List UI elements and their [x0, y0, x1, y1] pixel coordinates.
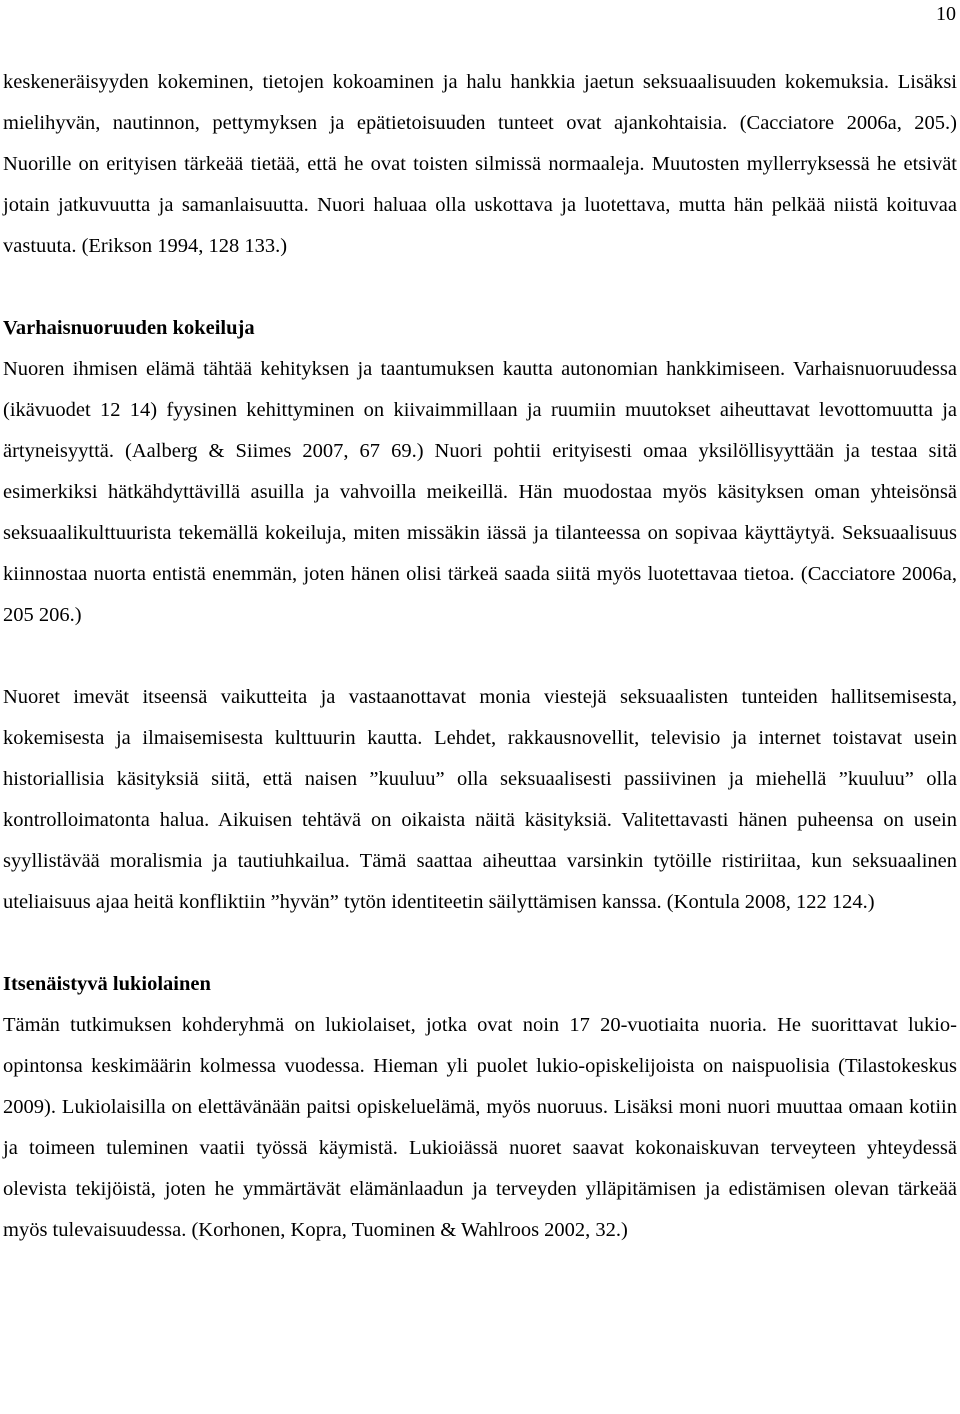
paragraph-intro-continuation: keskeneräisyyden kokeminen, tietojen kokoaminen ja halu hankkia jaetun seksuaalisuuden kokemuksia. Lisäksi mielihyvän, nautinnon, pettymyksen ja epätietoisuuden tunteet ovat ajankohtaisia. (Cacciatore 2006a, 205.) Nuorille on erityisen tärkeää tietää, että he ovat toisten silmissä normaaleja. Muutosten myllerryksessä he etsivät jotain jatkuvuutta ja samanlaisuutta. Nuori haluaa olla uskottava ja luotettava, mutta hän pelkää niistä koituvaa vastuuta. (Erikson 1994, 128 133.)	[3, 71, 957, 257]
section-heading-lukiolainen: Itsenäistyvä lukiolainen	[3, 973, 211, 995]
document-body	[3, 62, 957, 1251]
section-heading-varhaisnuoruus: Varhaisnuoruuden kokeiluja	[3, 317, 255, 339]
paragraph-lukiolainen-1: Tämän tutkimuksen kohderyhmä on lukiolaiset, jotka ovat noin 17 20-vuotiaita nuoria. He suorittavat lukio-opintonsa keskimäärin kolmessa vuodessa. Hieman yli puolet lukio-opiskelijoista on naispuolisia (Tilastokeskus 2009). Lukiolaisilla on elettävänään paitsi opiskeluelämä, myös nuoruus. Lisäksi moni nuori muuttaa omaan kotiin ja toimeen tuleminen vaatii työssä käymistä. Lukioiässä nuoret saavat kokonaiskuvan terveyteen yhteydessä olevista tekijöistä, joten he ymmärtävät elämänlaadun ja terveyden ylläpitämisen ja edistämisen olevan tärkeää myös tulevaisuudessa. (Korhonen, Kopra, Tuominen & Wahlroos 2002, 32.)	[3, 1014, 957, 1241]
paragraph-varhaisnuoruus-2: Nuoret imevät itseensä vaikutteita ja vastaanottavat monia viestejä seksuaalisten tunteiden hallitsemisesta, kokemisesta ja ilmaisemisesta kulttuurin kautta. Lehdet, rakkausnovellit, televisio ja internet toistavat usein historiallisia käsityksiä siitä, että naisen ”kuuluu” olla seksuaalisesti passiivinen ja miehellä ”kuuluu” olla kontrolloimatonta halua. Aikuisen tehtävä on oikaista näitä käsityksiä. Valitettavasti hänen puheensa on usein syyllistävää moralismia ja tautiuhkailua. Tämä saattaa aiheuttaa varsinkin tytöille ristiriitaa, kun seksuaalinen uteliaisuus ajaa heitä konfliktiin ”hyvän” tytön identiteetin säilyttämisen kanssa. (Kontula 2008, 122 124.)	[3, 686, 957, 913]
paragraph-varhaisnuoruus-1: Nuoren ihmisen elämä tähtää kehityksen ja taantumuksen kautta autonomian hankkimiseen. Varhaisnuoruudessa (ikävuodet 12 14) fyysinen kehittyminen on kiivaimmillaan ja ruumiin muutokset aiheuttavat levottomuutta ja ärtyneisyyttä. (Aalberg & Siimes 2007, 67 69.) Nuori pohtii erityisesti omaa yksilöllisyyttään ja testaa sitä esimerkiksi hätkähdyttävillä asuilla ja vahvoilla meikeillä. Hän muodostaa myös käsityksen oman yhteisönsä seksuaalikulttuurista tekemällä kokeiluja, miten missäkin iässä ja tilanteessa on sopivaa käyttäytyä. Seksuaalisuus kiinnostaa nuorta entistä enemmän, joten hänen olisi tärkeä saada siitä myös luotettavaa tietoa. (Cacciatore 2006a, 205 206.)	[3, 358, 957, 626]
page-number: 10	[936, 3, 956, 25]
